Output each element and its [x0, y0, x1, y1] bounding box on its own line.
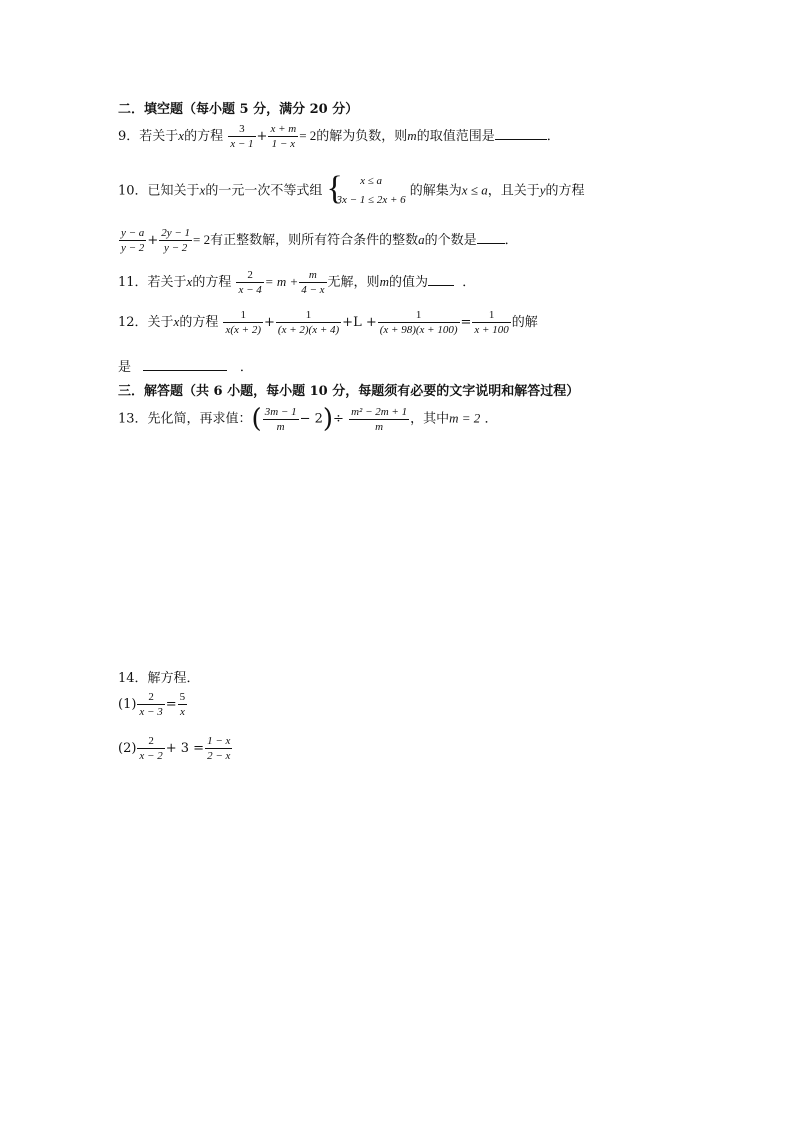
right-paren-icon: ) — [322, 404, 334, 434]
q10-var-a: a — [418, 232, 425, 247]
q12-fraction-3: $\frac{1}{(x + 98)(x + 100)}$ — [379, 309, 458, 336]
q13-fraction-2: $\frac{\text{m² − 2m + 1}}{m}$ — [351, 405, 408, 433]
q11-answer-blank[interactable] — [428, 273, 454, 286]
q10-suffix: 的个数是 — [424, 233, 477, 248]
question-14-part-2 — [118, 734, 233, 763]
question-9 — [118, 122, 560, 151]
q10-eq: = 2 — [193, 232, 211, 247]
q12-mid1: 的方程 — [179, 315, 219, 330]
q14-p1-fraction-1: $\frac{2}{x - 3}$ — [139, 691, 163, 718]
question-13 — [118, 404, 497, 434]
q14-p1-label: (1) — [118, 697, 137, 712]
q13-fraction-1: $\frac{3m - 1}{m}$ — [264, 405, 297, 433]
q12-eq: = — [460, 315, 472, 330]
q11-var-m: m — [379, 274, 389, 289]
q12-plus: + — [264, 315, 275, 330]
q14-p2-plus: + 3 = — [165, 741, 205, 756]
q9-mid2: 的解为负数，则 — [316, 129, 408, 144]
q10-inequality-system: { x ≤ a 3x − 1 ≤ 2x + 6 — [326, 170, 406, 207]
q9-suffix: 的取值范围是 — [416, 129, 495, 144]
q12-var-x: x — [173, 314, 180, 329]
q9-var-x: x — [178, 128, 185, 143]
q9-eq: = 2 — [299, 128, 317, 143]
q14-p2-fraction-1: $\frac{2}{x - 2}$ — [139, 735, 163, 762]
q11-prefix: 11．若关于 — [118, 275, 187, 290]
q12-answer-blank[interactable] — [143, 358, 227, 371]
q14-p2-fraction-2: $\frac{1 - x}{2 - x}$ — [207, 735, 231, 762]
q12-fraction-1: $\frac{1}{x(x + 2)}$ — [225, 309, 261, 336]
q10-prefix: 10．已知关于 — [118, 183, 200, 199]
q9-mid1: 的方程 — [184, 129, 224, 144]
q11-end: ． — [462, 275, 476, 290]
q13-divide: ÷ — [333, 411, 344, 427]
q12-prefix: 12．关于 — [118, 315, 174, 330]
q10-mid3: ，且关于 — [487, 183, 540, 199]
q10-mid2: 的解集为 — [409, 183, 462, 199]
q9-prefix: 9．若关于 — [118, 129, 179, 144]
q10-mid1: 的一元一次不等式组 — [205, 183, 323, 199]
question-14-part-1 — [118, 690, 188, 719]
q9-fraction-2: $\frac{x + m}{1 - x}$ — [270, 123, 297, 150]
left-paren-icon: ( — [251, 404, 262, 434]
q11-suffix: 的值为 — [388, 275, 428, 290]
q12-fraction-2: $\frac{1}{(x + 2)(x + 4)}$ — [277, 309, 340, 336]
q11-var-x: x — [186, 274, 193, 289]
q10-var-x: x — [199, 182, 206, 198]
q13-cond: m = 2 — [449, 410, 481, 426]
q9-fraction-1: $\frac{3}{x - 1}$ — [230, 123, 254, 150]
q9-end: ． — [546, 129, 560, 144]
question-12-line2 — [118, 356, 253, 375]
q9-var-m: m — [407, 128, 417, 143]
q14-p2-label: (2) — [118, 741, 137, 756]
q13-mid: ，其中 — [410, 411, 450, 427]
question-10-line2 — [118, 226, 518, 255]
question-14-title: 14．解方程． — [118, 671, 200, 686]
q9-answer-blank[interactable] — [495, 127, 547, 140]
q10-plus: + — [147, 233, 159, 248]
q10-answer-blank[interactable] — [477, 231, 505, 244]
q11-mid2: 无解，则 — [327, 275, 380, 290]
question-11 — [118, 268, 475, 297]
q14-p1-eq: = — [165, 697, 177, 712]
section-3-heading: 三．解答题（共 6 小题，每小题 10 分，每题须有必要的文字说明和解答过程） — [118, 384, 580, 399]
q10-cond: x ≤ a — [461, 182, 488, 198]
q10-mid4: 的方程 — [545, 183, 585, 199]
q10-fraction-1: $\frac{y - a}{y - 2}$ — [121, 227, 145, 254]
q10-end: ． — [504, 233, 518, 248]
q10-mid5: 有正整数解，则所有符合条件的整数 — [210, 233, 419, 248]
brace-icon: { — [326, 170, 343, 207]
q11-eq: = m + — [264, 274, 299, 289]
q10-var-y: y — [539, 182, 546, 198]
q13-end: ． — [484, 411, 498, 427]
question-10 — [118, 172, 585, 210]
q11-mid1: 的方程 — [192, 275, 232, 290]
q12-dots: +L + — [342, 315, 377, 330]
q13-minus2: − 2 — [299, 411, 323, 427]
q10-fraction-2: $\frac{2y - 1}{y - 2}$ — [161, 227, 191, 254]
q11-fraction-1: $\frac{2}{x - 4}$ — [238, 269, 262, 296]
section-2-heading: 二．填空题（每小题 5 分，满分 20 分） — [118, 102, 359, 117]
q9-plus: + — [256, 129, 268, 144]
q14-p1-fraction-2: $\frac{5}{x}$ — [179, 691, 186, 718]
q12-suffix: 的解 — [511, 315, 538, 330]
q12-fraction-4: $\frac{1}{x + 100}$ — [474, 309, 509, 336]
question-12 — [118, 308, 538, 337]
q12-line2: 是 — [118, 360, 132, 375]
q11-fraction-2: $\frac{m}{4 - x}$ — [301, 269, 325, 296]
q13-prefix: 13．先化简，再求值： — [118, 411, 252, 427]
q12-end: ． — [239, 360, 253, 375]
